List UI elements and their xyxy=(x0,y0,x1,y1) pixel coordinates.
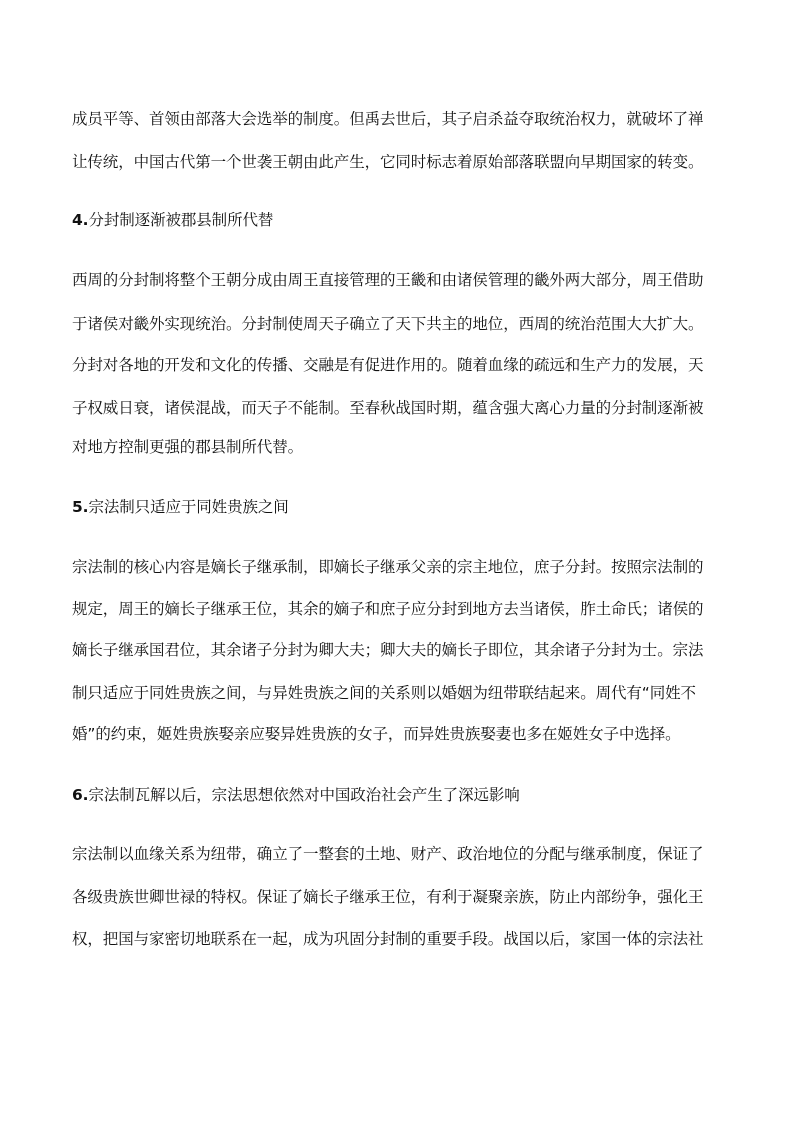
paragraph-line: 于诸侯对畿外实现统治。分封制使周天子确立了天下共主的地位，西周的统治范围大大扩大。 xyxy=(72,315,704,333)
heading-text: 宗法制只适应于同姓贵族之间 xyxy=(88,498,289,516)
paragraph-line: 对地方控制更强的郡县制所代替。 xyxy=(72,438,304,456)
paragraph-line: 宗法制以血缘关系为纽带，确立了一整套的土地、财产、政治地位的分配与继承制度，保证了 xyxy=(72,845,704,863)
paragraph-line: 权，把国与家密切地联系在一起，成为巩固分封制的重要手段。战国以后，家国一体的宗法社 xyxy=(72,930,704,948)
heading-number: 4. xyxy=(72,211,89,229)
paragraph-line: 成员平等、首领由部落大会选举的制度。但禹去世后，其子启杀益夺取统治权力，就破坏了禅 xyxy=(72,110,704,128)
heading-number: 5. xyxy=(72,498,89,516)
paragraph-line: 制只适应于同姓贵族之间，与异姓贵族之间的关系则以婚姻为纽带联结起来。周代有“同姓不 xyxy=(72,684,696,702)
heading-number: 6. xyxy=(72,786,89,804)
section-heading-5 xyxy=(72,497,289,517)
paragraph-line: 规定，周王的嫡长子继承王位，其余的嫡子和庶子应分封到地方去当诸侯，胙土命氏；诸侯的 xyxy=(72,600,704,618)
paragraph-line: 宗法制的核心内容是嫡长子继承制，即嫡长子继承父亲的宗主地位，庶子分封。按照宗法制的 xyxy=(72,558,704,576)
paragraph-line: 婚”的约束，姬姓贵族娶亲应娶异姓贵族的女子，而异姓贵族娶妻也多在姬姓女子中选择。 xyxy=(72,725,681,743)
paragraph-line: 分封对各地的开发和文化的传播、交融是有促进作用的。随着血缘的疏远和生产力的发展，天 xyxy=(72,356,704,374)
paragraph-line: 让传统，中国古代第一个世袭王朝由此产生，它同时标志着原始部落联盟向早期国家的转变。 xyxy=(72,153,704,171)
heading-text: 分封制逐渐被郡县制所代替 xyxy=(88,211,274,229)
paragraph-line: 各级贵族世卿世禄的特权。保证了嫡长子继承王位，有利于凝聚亲族，防止内部纷争，强化王 xyxy=(72,888,704,906)
section-heading-6 xyxy=(72,785,520,805)
heading-text: 宗法制瓦解以后，宗法思想依然对中国政治社会产生了深远影响 xyxy=(88,786,520,804)
section-heading-4 xyxy=(72,210,273,230)
paragraph-line: 嫡长子继承国君位，其余诸子分封为卿大夫；卿大夫的嫡长子即位，其余诸子分封为士。宗法 xyxy=(72,641,704,659)
paragraph-line: 子权威日衰，诸侯混战，而天子不能制。至春秋战国时期，蕴含强大离心力量的分封制逐渐被 xyxy=(72,399,704,417)
paragraph-line: 西周的分封制将整个王朝分成由周王直接管理的王畿和由诸侯管理的畿外两大部分，周王借助 xyxy=(72,271,704,289)
